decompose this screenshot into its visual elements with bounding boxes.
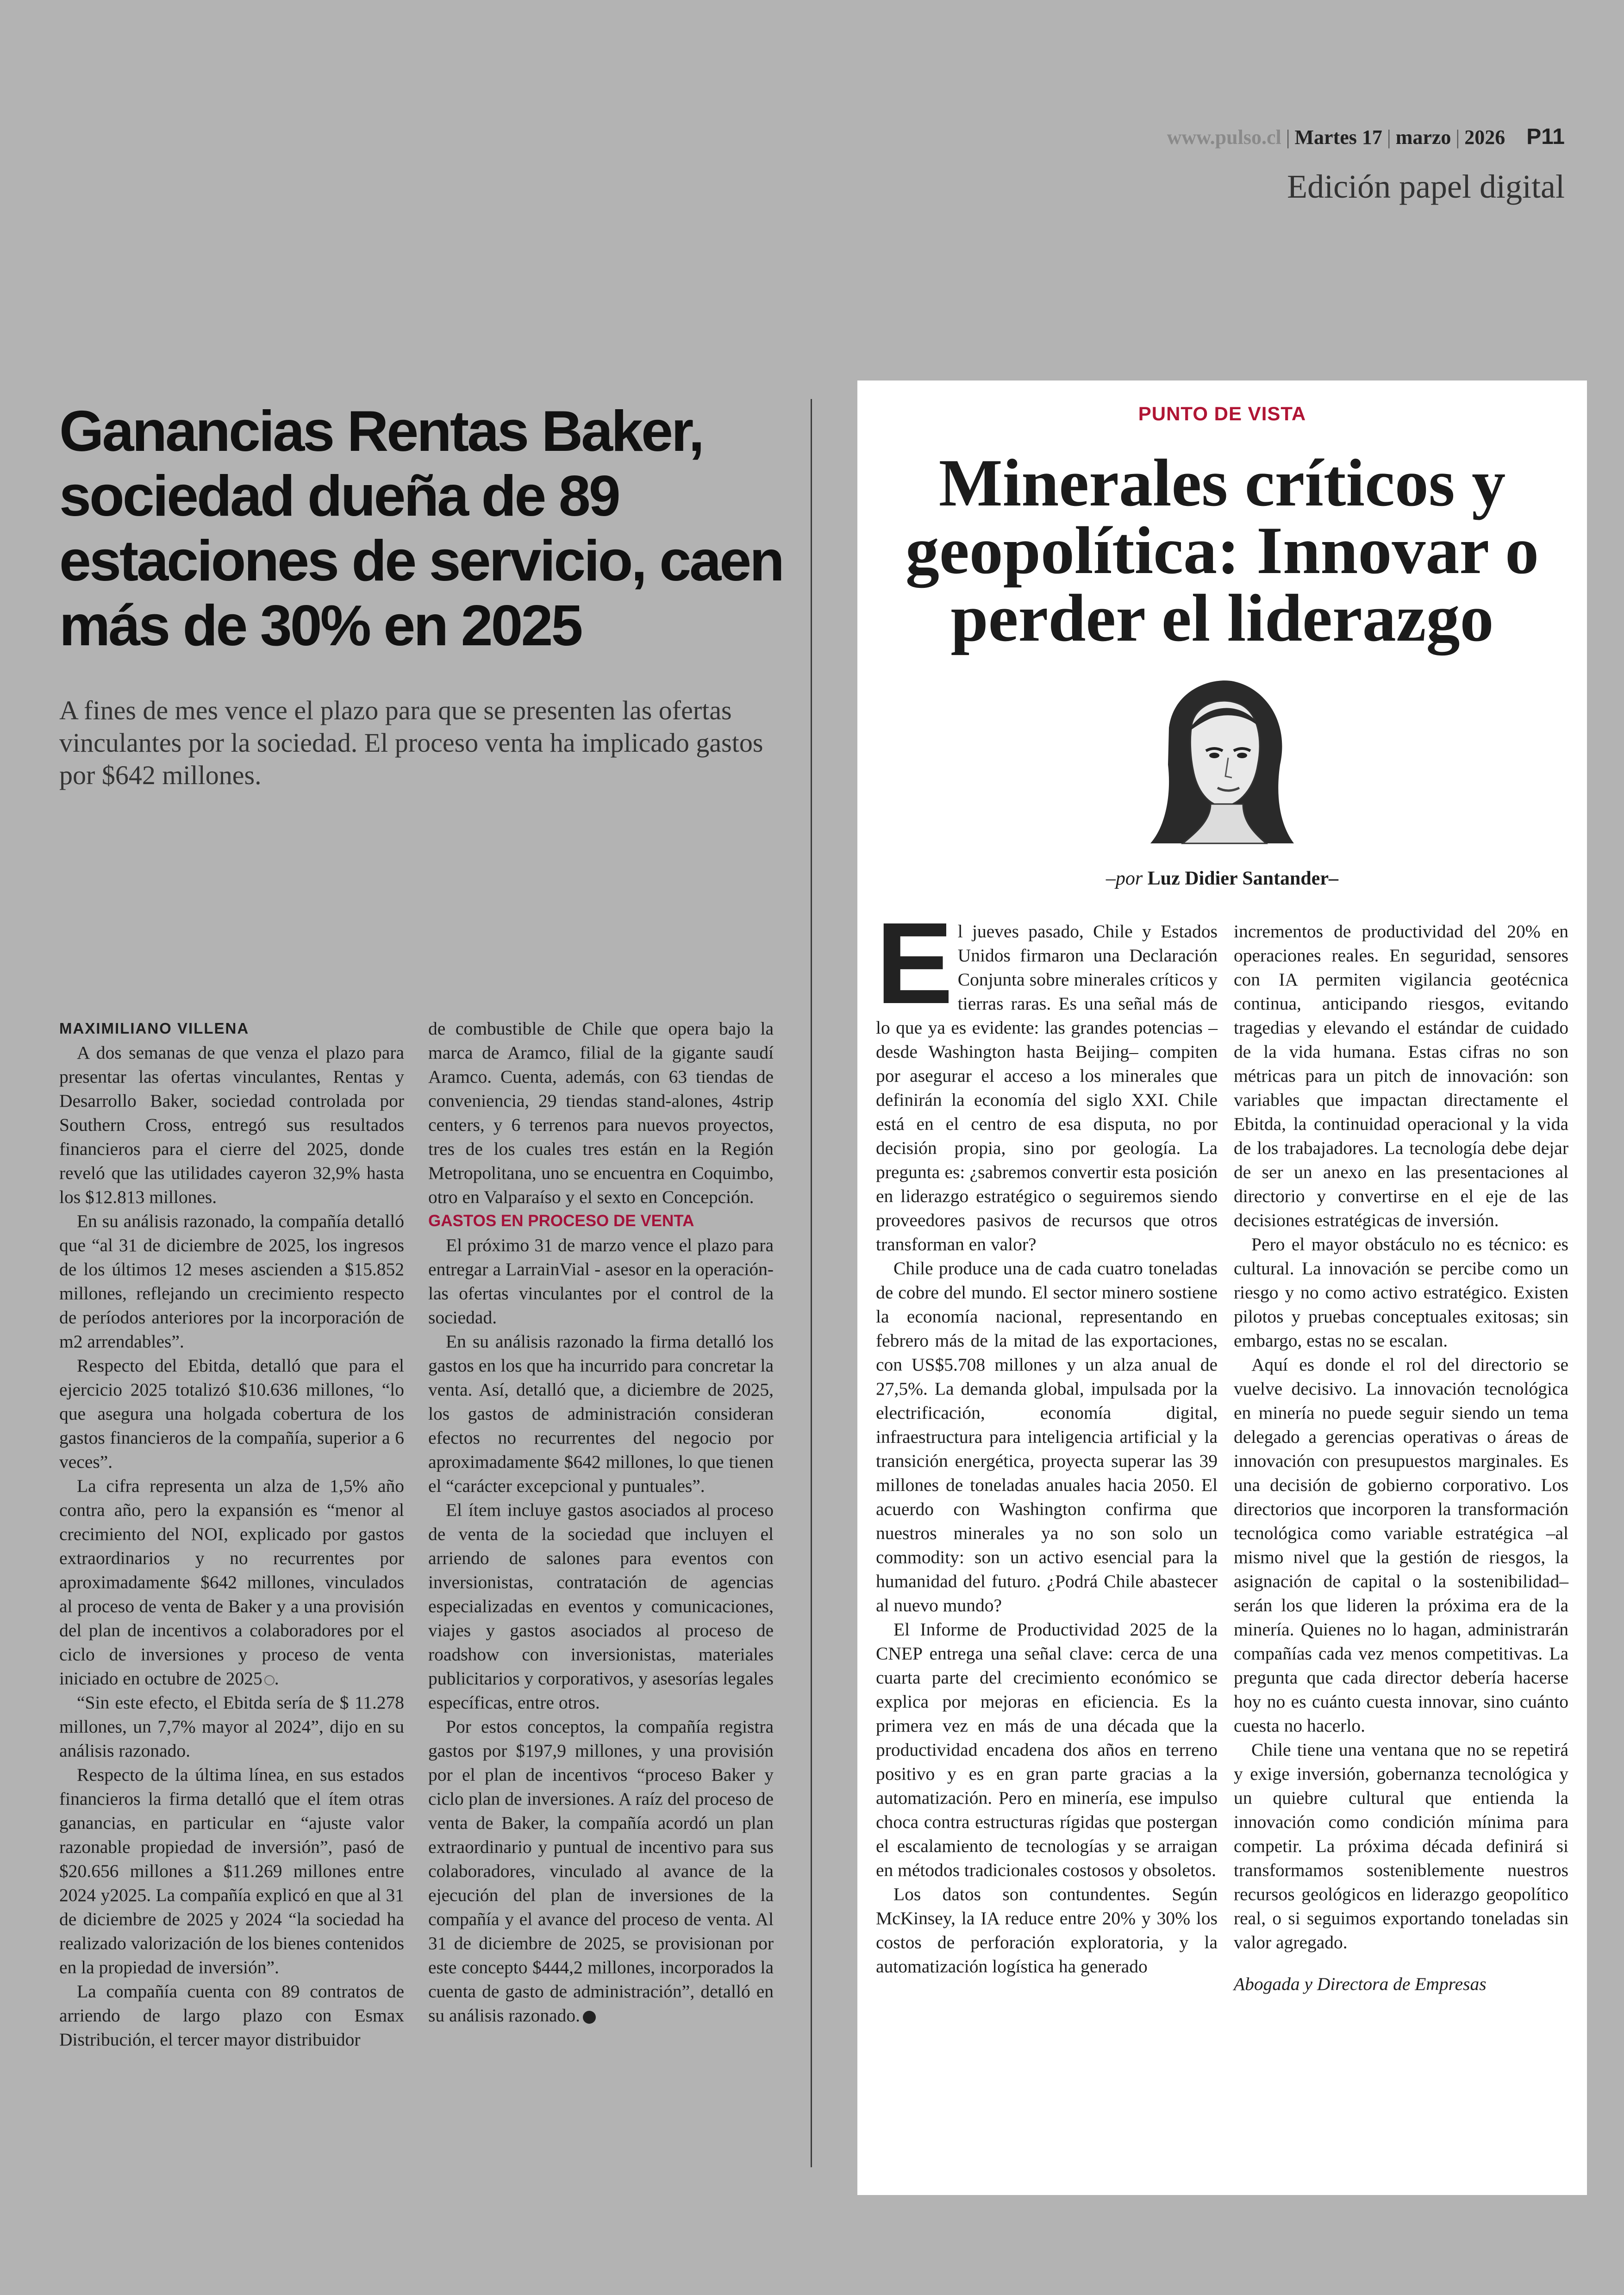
article-paragraph: El próximo 31 de marzo vence el plazo para entregar a LarrainVial - asesor en la operación- las ofertas vinculantes por el control de la sociedad.	[428, 1235, 774, 1328]
date-year: 2026	[1464, 126, 1505, 149]
opinion-paragraph: Chile produce una de cada cuatro toneladas de cobre del mundo. El sector minero sostiene la economía nacional, representando en febrero más de la mitad de las exportaciones, con US$5.708 millones y un alza anual de 27,5%. La demanda global, impulsada por la electrificación, economía digital, infraestructura para inteligencia artificial y la transición energética, proyecta superar las 39 millones de toneladas anuales hacia 2050. El acuerdo con Washington confirma que nuestros minerales ya no son solo un commodity: son un activo esencial para la humanidad del futuro. ¿Podrá Chile abastecer al nuevo mundo?	[876, 1258, 1218, 1615]
opinion-paragraph: Chile tiene una ventana que no se repetirá y exige inversión, gobernanza tecnológica y un quiebre cultural que entienda la innovación como condición mínima para competir. La próxima década definirá si transformamos sosteniblemente nuestros recursos geológicos en liderazgo geopolítico real, o si seguimos exportando toneladas sin valor agregado.	[1234, 1740, 1568, 1952]
page-header-line: www.pulso.cl | Martes 17 | marzo | 2026 P11	[1167, 125, 1565, 149]
end-of-article-icon	[583, 2011, 596, 2024]
date-day: Martes 17	[1294, 126, 1382, 149]
opinion-paragraph: Los datos son contundentes. Según McKinsey, la IA reduce entre 20% y 30% los costos de perforación exploratoria, y la automatización logística ha generado	[876, 1884, 1218, 1977]
drop-cap: E	[876, 898, 953, 1028]
article-paragraph: de combustible de Chile que opera bajo la marca de Aramco, filial de la gigante saudí Aramco. Cuenta, además, con 63 tiendas de conveniencia, 29 tiendas stand-alones, 4strip centers, y 6 terrenos para nuevos proyectos, tres de los cuales tres están en la Región Metropolitana, uno se encuentra en Coquimbo, otro en Valparaíso y el sexto en Concepción.	[428, 1018, 774, 1207]
site-url[interactable]: www.pulso.cl	[1167, 126, 1281, 149]
edition-label: Edición papel digital	[1287, 168, 1565, 205]
article-paragraph: Respecto de la última línea, en sus estados financieros la firma detalló que el ítem otras ganancias, en particular en “ajuste valor razonable propiedad de inversión”, pasó de $20.656 millones a $11.269 millones entre 2024 y2025. La compañía explicó en que al 31 de diciembre de 2025 y 2024 “la sociedad ha realizado valorización de los bienes contenidos en la propiedad de inversión”.	[59, 1765, 404, 1977]
article-paragraph: Por estos conceptos, la compañía registra gastos por $197,9 millones, y una provisión por el plan de incentivos “proceso Baker y ciclo plan de inversiones. A raíz del proceso de venta de Baker, la compañía acordó un plan extraordinario y puntual de incentivo para sus colaboradores, vinculado al avance de la ejecución del plan de inversiones de la compañía y el avance del proceso de venta. Al 31 de diciembre de 2025, se provisionan por este concepto $444,2 millones, incorporados la cuenta de gasto de administración”, detalló en su análisis razonado.	[428, 1716, 774, 2026]
article-deck: A fines de mes vence el plazo para que se presenten las ofertas vinculantes por la sociedad. El proceso venta ha implicado gastos por $642 millones.	[59, 695, 763, 790]
opinion-panel	[857, 380, 1587, 2195]
author-portrait-icon	[1141, 672, 1303, 848]
article-paragraph: La cifra representa un alza de 1,5% año contra año, pero la expansión es “menor al crecimiento del NOI, explicado por gastos extraordinarios y no recurrentes por aproximadamente $642 millones, vinculados al proceso de venta de Baker y a una provisión del plan de incentivos a colaboradores por el ciclo de inversiones y proceso de venta iniciado en octubre de 2025 .	[59, 1476, 404, 1689]
opinion-title: Minerales críticos y geopolítica: Innovar o perder el liderazgo	[905, 445, 1539, 655]
opinion-author: –por Luz Didier Santander–	[1106, 868, 1339, 889]
opinion-paragraph: Pero el mayor obstáculo no es técnico: es cultural. La innovación se percibe como un riesgo y no como activo estratégico. Existen pilotos y pruebas conceptuales exitosas; sin embargo, estas no se escalan.	[1234, 1234, 1568, 1351]
opinion-paragraph: El jueves pasado, Chile y Estados Unidos firmaron una Declaración Conjunta sobre minerales críticos y tierras raras. Es una señal más de lo que ya es evidente: las grandes potencias –desde Washington hasta Beijing– compiten por asegurar el acceso a los minerales que definirán la economía del siglo XXI. Chile está en el centro de esa disputa, no por decisión propia, sino por geología. La pregunta es: ¿sabremos convertir esta posición en liderazgo estratégico o seguiremos siendo proveedores pasivos de recursos que otros transforman en valor?	[876, 898, 1218, 1254]
opinion-kicker: PUNTO DE VISTA	[1138, 403, 1306, 424]
article-byline: MAXIMILIANO VILLENA	[59, 1020, 250, 1037]
opinion-paragraph: El Informe de Productividad 2025 de la CNEP entrega una señal clave: cerca de una cuarta parte del crecimiento económico se explica por mejoras en eficiencia. Es la primera vez en más de una década que la productividad encadena dos años en terreno positivo y es en gran parte gracias a la automatización. Pero en minería, ese impulso choca contra estructuras rígidas que postergan el escalamiento de tecnologías y se arraigan en métodos tradicionales costosos y obsoletos.	[876, 1619, 1218, 1880]
date-month: marzo	[1395, 126, 1451, 149]
article-paragraph: La compañía cuenta con 89 contratos de arriendo de largo plazo con Esmax Distribución, el tercer mayor distribuidor	[59, 1981, 404, 2050]
inline-circle-glyph	[264, 1675, 275, 1685]
opinion-paragraph: incrementos de productividad del 20% en operaciones reales. En seguridad, sensores con IA permiten vigilancia geotécnica continua, anticipando riesgos, evitando tragedias y elevando el estándar de cuidado de la vida humana. Estas cifras no son métricas para un pitch de innovación: son variables que impactan directamente el Ebitda, la continuidad operacional y la vida de los trabajadores. La tecnología debe dejar de ser un anexo en las presentaciones al directorio y convertirse en el eje de las decisiones estratégicas de inversión.	[1234, 921, 1568, 1230]
opinion-column-1	[876, 898, 1218, 1978]
article-subhead: GASTOS EN PROCESO DE VENTA	[428, 1212, 694, 1230]
article-paragraph: En su análisis razonado la firma detalló los gastos en los que ha incurrido para concretar la venta. Así, detalló que, a diciembre de 2025, los gastos de administración consideran efectos no recurrentes del negocio por aproximadamente $642 millones, lo que tienen el “carácter excepcional y puntuales”.	[428, 1331, 774, 1496]
article-paragraph: A dos semanas de que venza el plazo para presentar las ofertas vinculantes, Rentas y Desarrollo Baker, sociedad controlada por Southern Cross, entregó sus resultados financieros para el cierre del 2025, donde reveló que las utilidades cayeron 32,9% hasta los $12.813 millones.	[59, 1042, 404, 1207]
article-paragraph: El ítem incluye gastos asociados al proceso de venta de la sociedad que incluyen el arriendo de salones para eventos con inversionistas, contratación de agencias especializadas en eventos y comunicaciones, viajes y gastos asociados al proceso de roadshow con inversionistas, materiales publicitarios y corporativos, y asesorías legales específicas, entre otros.	[428, 1500, 774, 1713]
article-paragraph: “Sin este efecto, el Ebitda sería de $ 11.278 millones, un 7,7% mayor al 2024”, dijo en su análisis razonado.	[59, 1692, 404, 1761]
article-headline: Ganancias Rentas Baker, sociedad dueña de 89 estaciones de servicio, caen más de 30% en 2025	[59, 399, 783, 658]
page-number: P11	[1526, 125, 1565, 149]
author-signature: Abogada y Directora de Empresas	[1234, 1974, 1487, 1994]
article-column-2	[428, 1017, 774, 2027]
article-paragraph: En su análisis razonado, la compañía detalló que “al 31 de diciembre de 2025, los ingresos de los últimos 12 meses ascienden a $15.852 millones, reflejando un crecimiento respecto de períodos anteriores por la incorporación de m2 arrendables”.	[59, 1211, 404, 1352]
opinion-column-2	[1234, 919, 1568, 1996]
opinion-paragraph: Aquí es donde el rol del directorio se vuelve decisivo. La innovación tecnológica en minería no puede seguir siendo un tema delegado a gerencias operativas o áreas de innovación con presupuestos marginales. Es una decisión de gobierno corporativo. Los directorios que incorporen la transformación tecnológica como variable estratégica –al mismo nivel que la gestión de riesgos, la asignación de capital o la sostenibilidad– serán los que lideren la próxima era de la minería. Quienes no lo hagan, administrarán compañías cada vez menos competitivas. La pregunta que cada director debería hacerse hoy no es cuánto cuesta innovar, sino cuánto cuesta no hacerlo.	[1234, 1354, 1568, 1736]
article-paragraph: Respecto del Ebitda, detalló que para el ejercicio 2025 totalizó $10.636 millones, “lo que asegura una holgada cobertura de los gastos financieros de la compañía, superior a 6 veces”.	[59, 1355, 404, 1472]
article-column-1	[59, 1017, 404, 2052]
column-divider	[811, 399, 812, 2167]
